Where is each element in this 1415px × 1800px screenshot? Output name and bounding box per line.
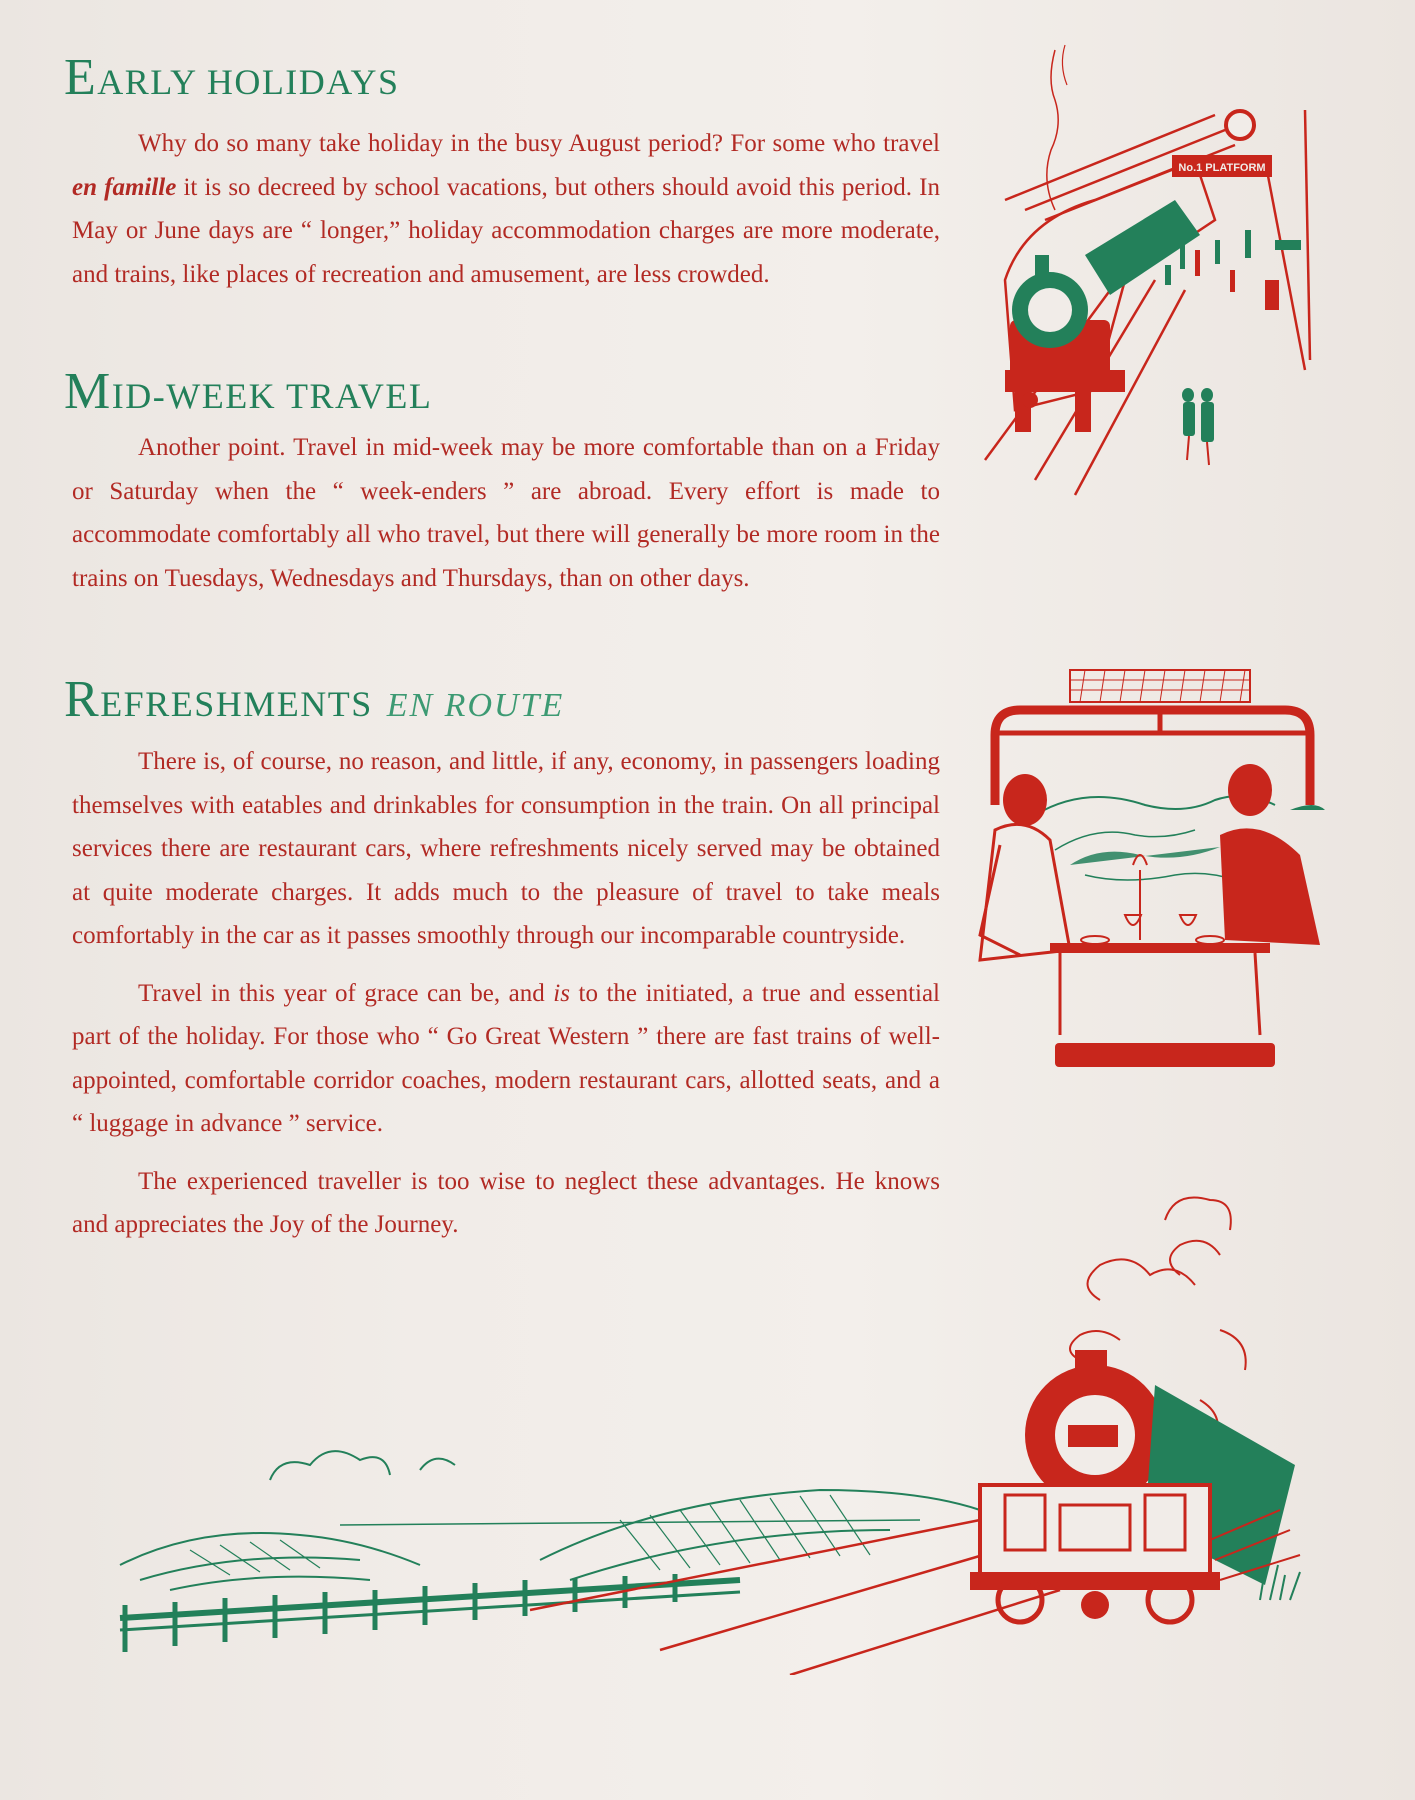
heading-mid-week-travel: MID-WEEK TRAVEL [64, 363, 433, 420]
section-refreshments-body [72, 740, 940, 1247]
section-mid-week-body [72, 426, 940, 600]
heading-early-holidays: EARLY HOLIDAYS [64, 49, 400, 106]
paragraph: Another point. Travel in mid-week may be more comfortable than on a Friday or Saturday when the “ week-enders ” are abroad. Every effort is made to accommodate comfortably all who travel, but there will generally be more room in the trains on Tuesdays, Wednesdays and Thursdays, than on other days. [72, 434, 940, 592]
paragraph: Why do so many take holiday in the busy August period? For some who travel en famille it is so decreed by school vacations, but others should avoid this period. In May or June days are “ longer,” holiday accommodation charges are more moderate, and trains, like places of recreation and amusement, are less crowded. [72, 130, 940, 288]
station-platform-illustration [965, 40, 1325, 500]
locomotive-countryside-illustration [100, 1180, 1340, 1675]
paragraph: There is, of course, no reason, and little, if any, economy, in passengers loading themselves with eatables and drinkables for consumption in the train. On all principal services there are restaurant cars, where refreshments nicely served may be obtained at quite moderate charges. It adds much to the pleasure of travel to take meals comfortably in the car as it passes smoothly through our incomparable countryside. [72, 748, 940, 949]
paragraph: Travel in this year of grace can be, and is to the initiated, a true and essential part of the holiday. For those who “ Go Great Western ” there are fast trains of well-appointed, comfortable corridor coaches, modern restaurant cars, allotted seats, and a “ luggage in advance ” service. [72, 979, 940, 1137]
section-early-holidays-body [72, 122, 940, 296]
heading-refreshments-en-route: REFRESHMENTS EN ROUTE [64, 671, 565, 728]
restaurant-car-illustration [975, 665, 1345, 1080]
platform-sign: No.1 PLATFORM [1178, 162, 1266, 174]
paragraph: The experienced traveller is too wise to neglect these advantages. He knows and appreciates the Joy of the Journey. [72, 1167, 940, 1238]
